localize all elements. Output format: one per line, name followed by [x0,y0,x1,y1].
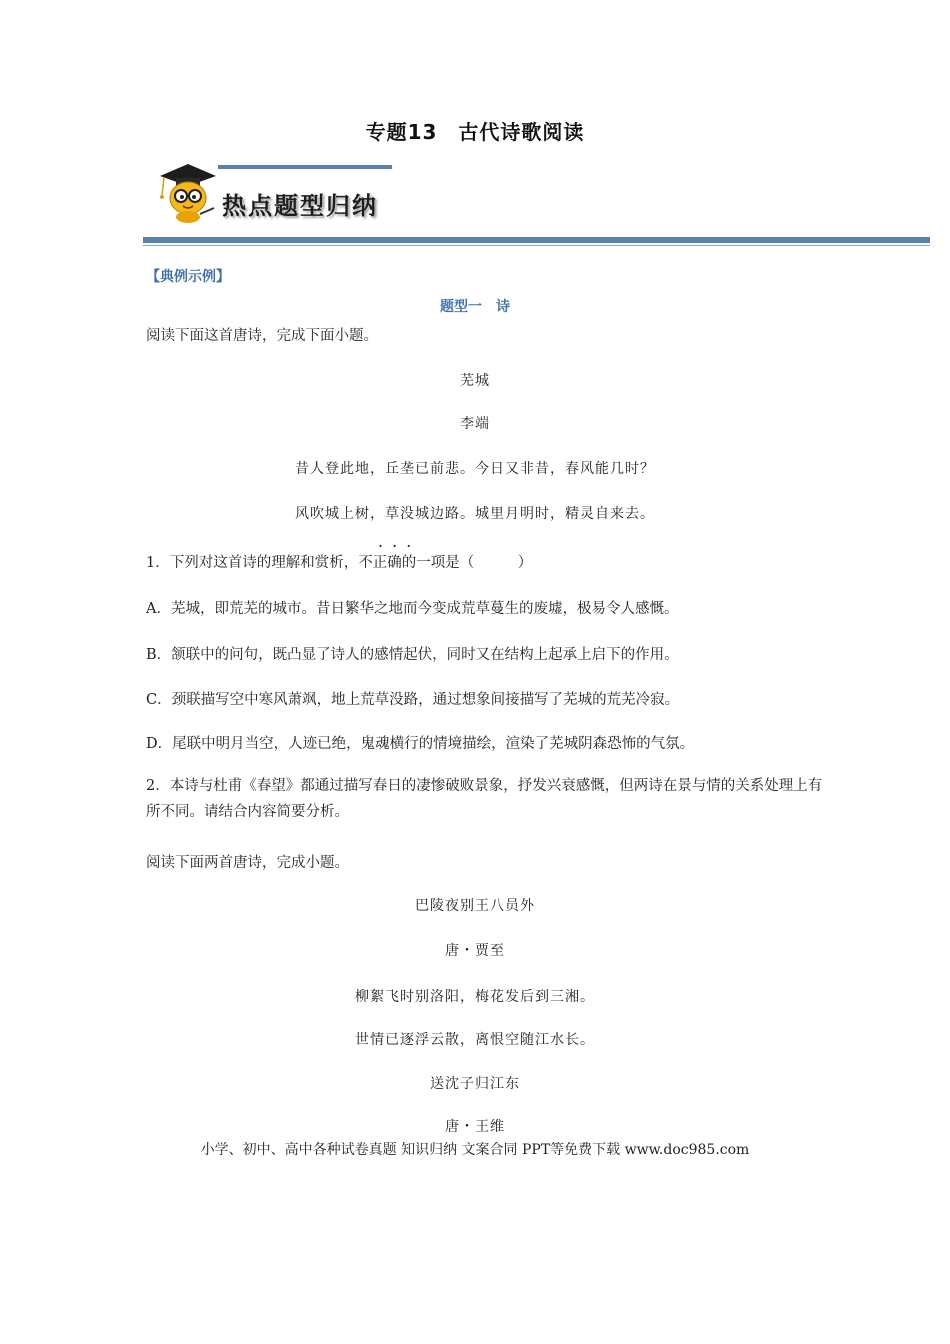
intro-text-1: 阅读下面这首唐诗，完成下面小题。 [146,328,378,344]
poem1-line-1: 昔人登此地，丘垄已前悲。今日又非昔，春风能几时？ [295,461,655,477]
question-1-option-a: A．芜城，即荒芜的城市。昔日繁华之地而今变成荒草蔓生的废墟，极易令人感慨。 [146,601,679,617]
banner-rule [143,237,930,243]
footer-text: 小学、初中、高中各种试卷真题 知识归纳 文案合同 PPT等免费下载 www.doc985.com [200,1142,750,1158]
banner-heading: 热点题型归纳 [222,192,378,220]
poem2-line-2: 世情已逐浮云散，离恨空随江水长。 [355,1032,595,1048]
banner-top-line [218,165,392,169]
poem1-line-2: 风吹城上树，草没城边路。城里月明时，精灵自来去。 [295,506,655,522]
poem1-title: 芜城 [460,373,490,389]
poem3-title: 送沈子归江东 [430,1076,520,1092]
question-1-option-d: D．尾联中明月当空，人迹已绝，鬼魂横行的情境描绘，渲染了芜城阴森恐怖的气氛。 [146,736,695,752]
poem2-title: 巴陵夜别王八员外 [415,898,535,914]
intro-text-2: 阅读下面两首唐诗，完成小题。 [146,855,349,871]
section-tag: 【典例示例】 [146,269,230,285]
poem3-author: 唐・王维 [445,1119,505,1135]
question-1-stem: 1．下列对这首诗的理解和赏析，不正确的一项是（ ） [146,555,533,571]
question-1-option-b: B．颔联中的问句，既凸显了诗人的感情起伏，同时又在结构上起承上启下的作用。 [146,647,679,663]
page-title: 专题13 古代诗歌阅读 [365,120,585,144]
poem2-line-1: 柳絮飞时别洛阳，梅花发后到三湘。 [355,989,595,1005]
question-1-option-c: C．颈联描写空中寒风萧飒，地上荒草没路，通过想象间接描写了芜城的荒芜冷寂。 [146,692,680,708]
poem2-author: 唐・贾至 [445,943,505,959]
banner-rule-thin [143,245,930,246]
emphasis-dots: ... [378,532,421,551]
question-2: 2．本诗与杜甫《春望》都通过描写春日的凄惨破败景象，抒发兴衰感慨，但两诗在景与情的关系处理上有所不同。请结合内容简要分析。 [146,778,823,820]
type-heading: 题型一 诗 [440,299,510,315]
poem1-author: 李端 [460,416,490,432]
graduate-mascot-icon [154,162,220,224]
